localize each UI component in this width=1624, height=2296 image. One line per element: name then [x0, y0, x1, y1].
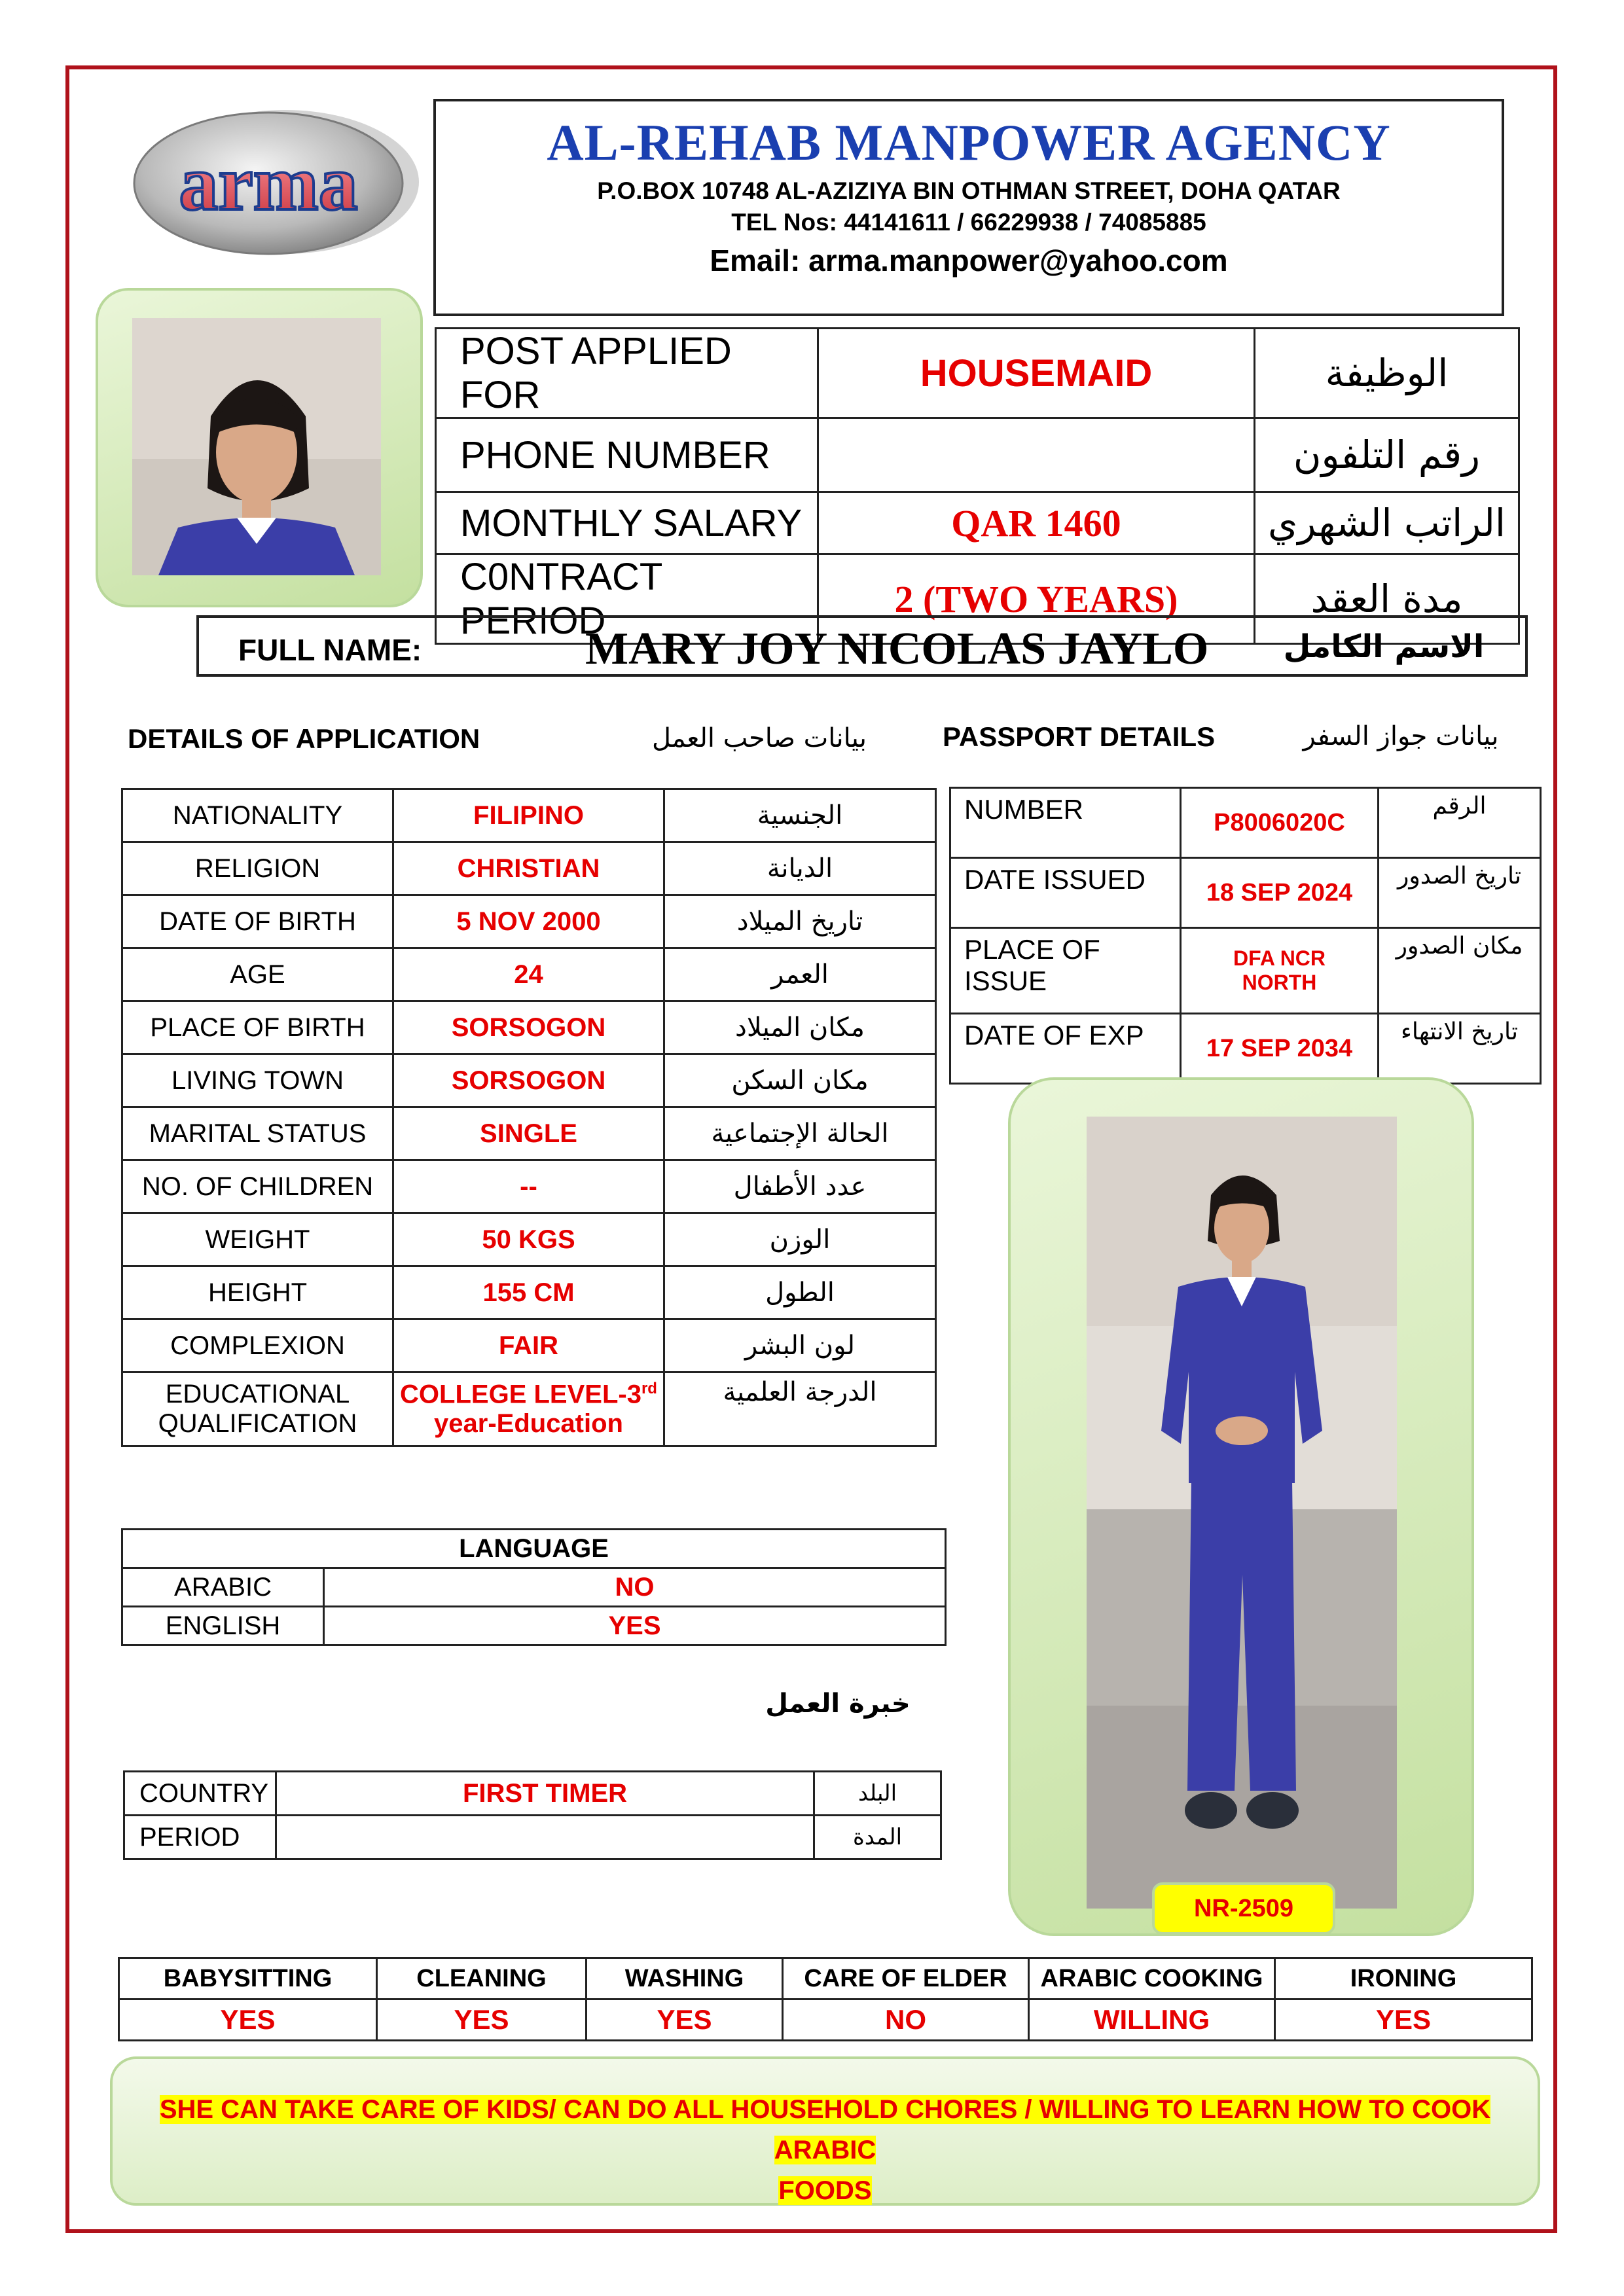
detail-row [122, 1266, 936, 1319]
detail-ar: العمر [664, 948, 936, 1001]
reference-code-badge: NR-2509 [1152, 1882, 1335, 1935]
detail-row [122, 1001, 936, 1054]
skill-header: ARABIC COOKING [1029, 1958, 1275, 2000]
passport-title: PASSPORT DETAILS [943, 721, 1216, 752]
education-value [393, 1372, 664, 1446]
language-label: ENGLISH [122, 1607, 324, 1645]
education-value-line: COLLEGE LEVEL-3 [400, 1380, 641, 1409]
logo-text: arma [179, 139, 358, 226]
salary-row [436, 492, 1519, 554]
skill-header: WASHING [586, 1958, 783, 2000]
skills-table [118, 1957, 1533, 2041]
portrait-photo-frame [96, 288, 423, 607]
summary-line: SHE CAN TAKE CARE OF KIDS/ CAN DO ALL HOUSEHOLD CHORES / WILLING TO LEARN HOW TO COOK ARABIC [159, 2095, 1491, 2164]
detail-ar: عدد الأطفال [664, 1160, 936, 1213]
full-body-photo [1087, 1117, 1397, 1909]
work-experience-title: خبرة العمل [765, 1689, 911, 1719]
education-label-line: QUALIFICATION [158, 1409, 357, 1438]
work-ar: المدة [814, 1816, 941, 1859]
detail-ar: تاريخ الميلاد [664, 895, 936, 948]
language-value: NO [324, 1568, 946, 1607]
skill-value: YES [586, 2000, 783, 2041]
passport-row [950, 928, 1541, 1014]
language-value: YES [324, 1607, 946, 1645]
skill-header: CLEANING [377, 1958, 586, 2000]
passport-label: NUMBER [950, 788, 1181, 858]
work-experience-table [123, 1770, 942, 1860]
detail-label: DATE OF BIRTH [122, 895, 393, 948]
detail-label: WEIGHT [122, 1213, 393, 1266]
contract-ar: مدة العقد [1255, 554, 1519, 644]
post-value: HOUSEMAID [818, 329, 1255, 418]
passport-value: 18 SEP 2024 [1181, 858, 1379, 928]
passport-label: DATE ISSUED [950, 858, 1181, 928]
portrait-photo [132, 318, 381, 575]
detail-ar: الجنسية [664, 789, 936, 842]
passport-value: DFA NCR NORTH [1181, 928, 1379, 1014]
contract-label: C0NTRACT PERIOD [436, 554, 818, 644]
detail-value: SINGLE [393, 1107, 664, 1160]
education-label-line: EDUCATIONAL [165, 1380, 350, 1408]
detail-row [122, 1107, 936, 1160]
agency-email: Email: arma.manpower@yahoo.com [710, 243, 1228, 278]
detail-row [122, 1160, 936, 1213]
post-ar: الوظيفة [1255, 329, 1519, 418]
post-label: POST APPLIED FOR [436, 329, 818, 418]
detail-value: 155 CM [393, 1266, 664, 1319]
salary-label: MONTHLY SALARY [436, 492, 818, 554]
full-name-label: FULL NAME: [238, 633, 422, 667]
detail-label: NO. OF CHILDREN [122, 1160, 393, 1213]
passport-label: DATE OF EXP [950, 1014, 1181, 1084]
phone-row [436, 418, 1519, 492]
details-table [121, 788, 937, 1447]
work-value [276, 1816, 814, 1859]
passport-row [950, 1014, 1541, 1084]
detail-ar: الحالة الإجتماعية [664, 1107, 936, 1160]
work-ar: البلد [814, 1772, 941, 1816]
detail-ar: الديانة [664, 842, 936, 895]
skill-value: NO [783, 2000, 1029, 2041]
detail-label: PLACE OF BIRTH [122, 1001, 393, 1054]
agency-address: P.O.BOX 10748 AL-AZIZIYA BIN OTHMAN STREET, DOHA QATAR [597, 177, 1341, 204]
detail-row [122, 1054, 936, 1107]
education-value-line: year-Education [434, 1409, 623, 1439]
language-label: ARABIC [122, 1568, 324, 1607]
skill-value: YES [119, 2000, 377, 2041]
full-name-ar: الاسم الكامل [1283, 628, 1485, 665]
detail-row [122, 1319, 936, 1372]
passport-ar: تاريخ الصدور [1379, 858, 1541, 928]
detail-value: -- [393, 1160, 664, 1213]
post-row [436, 329, 1519, 418]
phone-value [818, 418, 1255, 492]
passport-ar: الرقم [1379, 788, 1541, 858]
contract-value: 2 (TWO YEARS) [818, 554, 1255, 644]
salary-value: QAR 1460 [818, 492, 1255, 554]
detail-value: 5 NOV 2000 [393, 895, 664, 948]
passport-value: P8006020C [1181, 788, 1379, 858]
education-value-sup: rd [641, 1379, 657, 1397]
post-table [435, 327, 1520, 645]
passport-table [949, 787, 1542, 1085]
work-label: COUNTRY [124, 1772, 276, 1816]
passport-row [950, 788, 1541, 858]
summary-line: FOODS [778, 2176, 872, 2205]
agency-tel: TEL Nos: 44141611 / 66229938 / 74085885 [731, 209, 1206, 236]
detail-ar: مكان السكن [664, 1054, 936, 1107]
education-ar: الدرجة العلمية [664, 1372, 936, 1446]
detail-label: MARITAL STATUS [122, 1107, 393, 1160]
detail-label: RELIGION [122, 842, 393, 895]
summary-panel [110, 2056, 1540, 2206]
detail-ar: لون البشر [664, 1319, 936, 1372]
detail-ar: مكان الميلاد [664, 1001, 936, 1054]
details-title-ar: بيانات صاحب العمل [652, 723, 867, 753]
passport-row [950, 858, 1541, 928]
language-row [122, 1607, 946, 1645]
detail-label: AGE [122, 948, 393, 1001]
passport-label: PLACE OF ISSUE [950, 928, 1181, 1014]
language-row [122, 1568, 946, 1607]
skill-value: WILLING [1029, 2000, 1275, 2041]
agency-header [433, 99, 1504, 316]
detail-label: COMPLEXION [122, 1319, 393, 1372]
education-label [122, 1372, 393, 1446]
passport-title-ar: بيانات جواز السفر [1303, 721, 1499, 751]
work-row [124, 1772, 941, 1816]
language-title-row [122, 1530, 946, 1568]
work-row [124, 1816, 941, 1859]
phone-ar: رقم التلفون [1255, 418, 1519, 492]
detail-label: HEIGHT [122, 1266, 393, 1319]
skill-value: YES [377, 2000, 586, 2041]
details-title: DETAILS OF APPLICATION [128, 723, 480, 754]
passport-value: 17 SEP 2034 [1181, 1014, 1379, 1084]
language-title: LANGUAGE [122, 1530, 946, 1568]
detail-row [122, 948, 936, 1001]
full-name-value: MARY JOY NICOLAS JAYLO [585, 624, 1209, 674]
agency-name: AL-REHAB MANPOWER AGENCY [547, 114, 1391, 171]
detail-row [122, 895, 936, 948]
passport-ar: مكان الصدور [1379, 928, 1541, 1014]
skill-header: BABYSITTING [119, 1958, 377, 2000]
education-row [122, 1372, 936, 1446]
phone-label: PHONE NUMBER [436, 418, 818, 492]
salary-ar: الراتب الشهري [1255, 492, 1519, 554]
skills-header-row [119, 1958, 1532, 2000]
detail-ar: الطول [664, 1266, 936, 1319]
full-body-photo-frame [1008, 1077, 1474, 1936]
passport-ar: تاريخ الانتهاء [1379, 1014, 1541, 1084]
skill-value: YES [1275, 2000, 1532, 2041]
detail-value: 24 [393, 948, 664, 1001]
detail-row [122, 789, 936, 842]
detail-value: 50 KGS [393, 1213, 664, 1266]
detail-row [122, 1213, 936, 1266]
work-label: PERIOD [124, 1816, 276, 1859]
detail-value: FILIPINO [393, 789, 664, 842]
full-name-box [196, 615, 1528, 677]
detail-ar: الوزن [664, 1213, 936, 1266]
detail-value: CHRISTIAN [393, 842, 664, 895]
skills-value-row [119, 2000, 1532, 2041]
agency-logo [121, 105, 429, 262]
detail-value: FAIR [393, 1319, 664, 1372]
language-table [121, 1528, 947, 1646]
detail-row [122, 842, 936, 895]
detail-value: SORSOGON [393, 1001, 664, 1054]
detail-label: NATIONALITY [122, 789, 393, 842]
skill-header: IRONING [1275, 1958, 1532, 2000]
detail-label: LIVING TOWN [122, 1054, 393, 1107]
skill-header: CARE OF ELDER [783, 1958, 1029, 2000]
work-value: FIRST TIMER [276, 1772, 814, 1816]
detail-value: SORSOGON [393, 1054, 664, 1107]
